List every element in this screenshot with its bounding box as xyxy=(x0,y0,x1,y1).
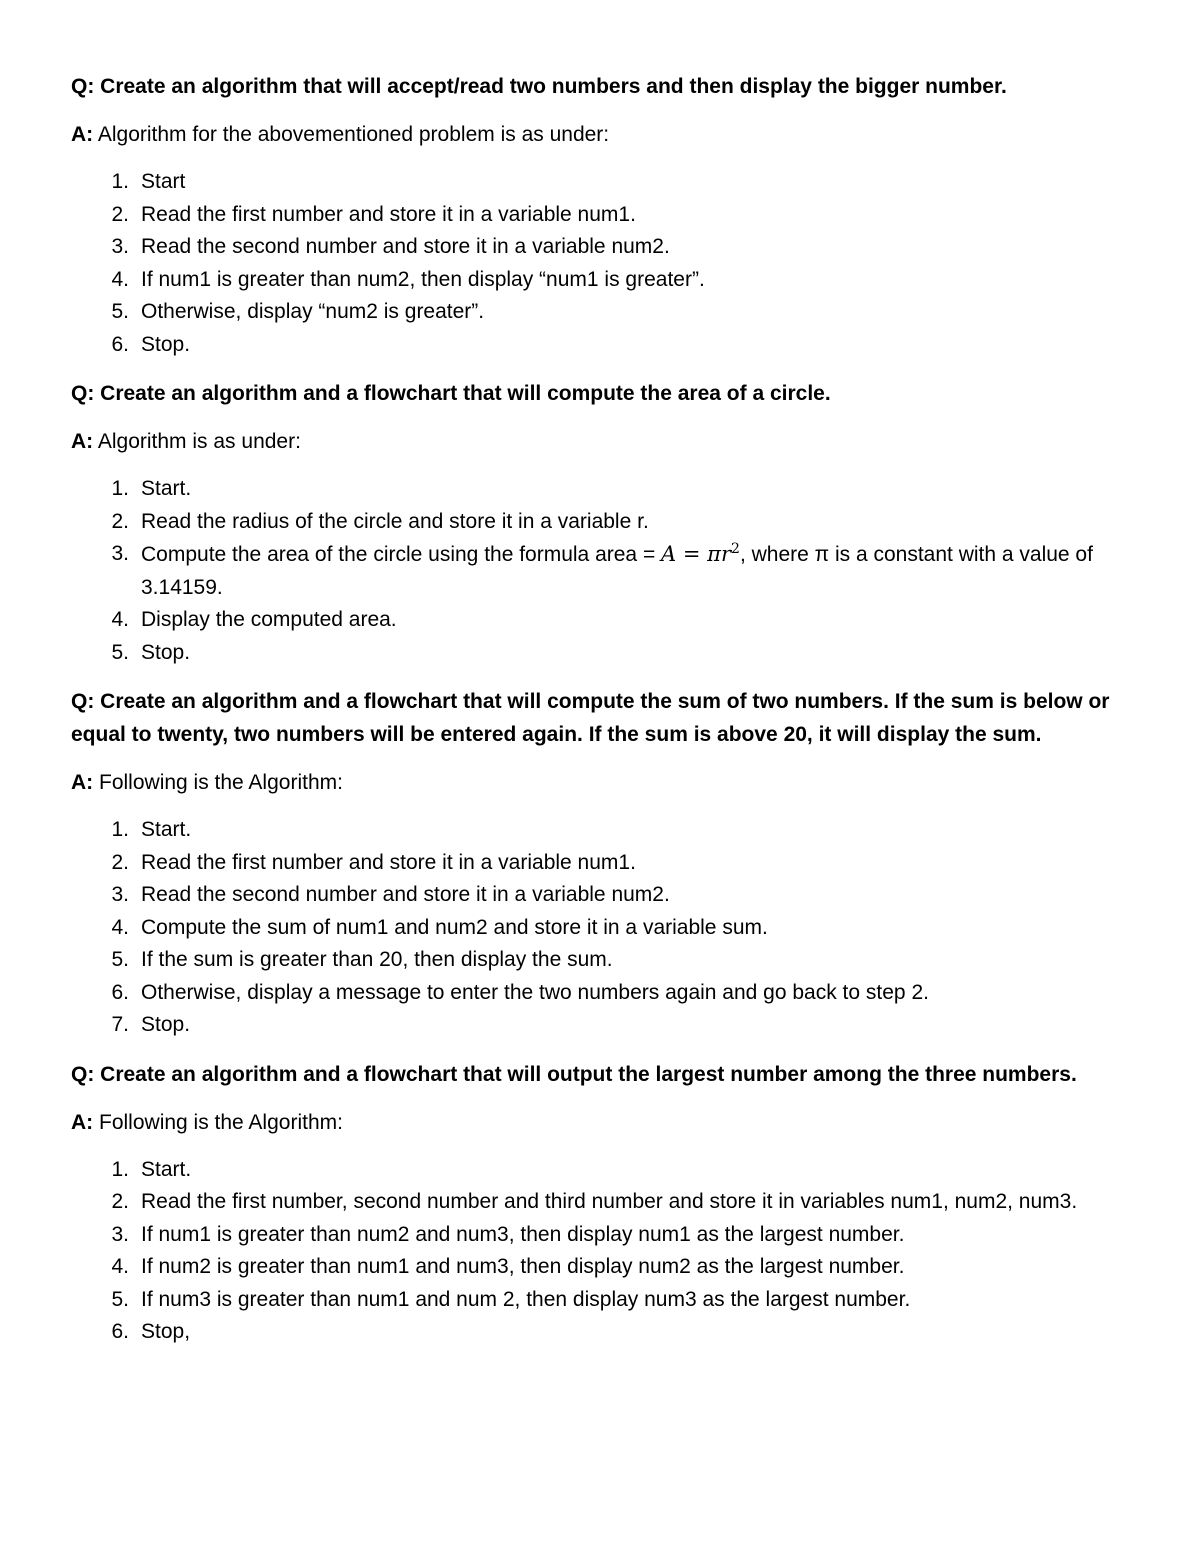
step-number: 5. xyxy=(111,640,129,664)
answer-text: Algorithm is as under: xyxy=(93,430,301,453)
step-number: 2. xyxy=(111,202,129,226)
step-text: Otherwise, display “num2 is greater”. xyxy=(141,300,485,323)
step-text: Read the first number, second number and third number and store it in variables num1, num2, num3. xyxy=(141,1190,1078,1213)
list-item xyxy=(71,944,1121,977)
step-text-before-formula: Compute the area of the circle using the formula area = xyxy=(141,543,662,566)
steps-list-4 xyxy=(71,1154,1121,1349)
step-number: 3. xyxy=(111,883,129,906)
steps-list-2 xyxy=(71,473,1121,669)
step-number: 7. xyxy=(111,1013,129,1036)
qa-block-4 xyxy=(71,1058,1121,1349)
formula-lhs: A xyxy=(661,542,677,566)
step-text: Read the second number and store it in a variable num2. xyxy=(141,235,670,258)
answer-1 xyxy=(71,118,1121,151)
list-item xyxy=(71,1186,1121,1219)
answer-prefix: A: xyxy=(71,123,94,146)
list-item xyxy=(71,264,1121,297)
list-item xyxy=(71,1154,1121,1187)
answer-text: Following is the Algorithm: xyxy=(93,1110,343,1134)
step-text: If num2 is greater than num1 and num3, then display num2 as the largest number. xyxy=(141,1255,905,1278)
step-number: 1. xyxy=(111,477,129,500)
step-text: Stop. xyxy=(141,640,191,664)
formula-exponent: 2 xyxy=(731,541,740,557)
list-item xyxy=(71,329,1121,362)
step-number: 4. xyxy=(111,915,129,939)
step-number: 1. xyxy=(111,818,129,841)
list-item xyxy=(71,637,1121,670)
step-text: If num3 is greater than num1 and num 2, then display num3 as the largest number. xyxy=(141,1287,911,1311)
list-item xyxy=(71,977,1121,1010)
list-item xyxy=(71,1219,1121,1252)
answer-prefix: A: xyxy=(71,771,94,794)
step-text: Stop. xyxy=(141,332,191,356)
step-text: Start. xyxy=(141,1157,192,1181)
list-item xyxy=(71,1284,1121,1317)
step-text-after-formula: , where π is a constant with a value of 3.14159. xyxy=(141,543,1093,599)
step-text: Read the radius of the circle and store it in a variable r. xyxy=(141,509,649,533)
step-text: Read the second number and store it in a variable num2. xyxy=(141,883,670,906)
list-item xyxy=(71,506,1121,539)
answer-3 xyxy=(71,766,1121,799)
question-4 xyxy=(71,1058,1121,1091)
question-text: Create an algorithm and a flowchart that will output the largest number among the three numbers. xyxy=(94,1062,1077,1086)
list-item xyxy=(71,231,1121,264)
step-number: 2. xyxy=(111,1190,129,1213)
step-text: If num1 is greater than num2, then display “num1 is greater”. xyxy=(141,267,705,291)
step-number: 6. xyxy=(111,980,129,1004)
step-text: Read the first number and store it in a variable num1. xyxy=(141,202,636,226)
answer-prefix: A: xyxy=(71,430,94,453)
step-number: 3. xyxy=(111,1222,129,1246)
answer-text: Following is the Algorithm: xyxy=(93,771,343,794)
step-number: 5. xyxy=(111,300,129,323)
question-prefix: Q: xyxy=(71,1062,95,1086)
step-text: Compute the sum of num1 and num2 and store it in a variable sum. xyxy=(141,915,768,939)
step-text: Start. xyxy=(141,818,192,841)
list-item xyxy=(71,473,1121,506)
step-number: 5. xyxy=(111,1287,129,1311)
list-item xyxy=(71,847,1121,880)
question-text: Create an algorithm and a flowchart that will compute the area of a circle. xyxy=(94,382,831,405)
question-prefix: Q: xyxy=(71,382,95,405)
step-number: 4. xyxy=(111,608,129,631)
step-number: 4. xyxy=(111,1255,129,1278)
step-text: If num1 is greater than num2 and num3, then display num1 as the largest number. xyxy=(141,1222,905,1246)
list-item xyxy=(71,879,1121,912)
step-number: 1. xyxy=(111,1157,129,1181)
list-item xyxy=(71,814,1121,847)
step-text: Read the first number and store it in a variable num1. xyxy=(141,850,636,874)
step-text: Stop, xyxy=(141,1320,191,1343)
step-text: Display the computed area. xyxy=(141,608,397,631)
question-text: Create an algorithm and a flowchart that will compute the sum of two numbers. If the sum is below or equal to twenty, two numbers will be entered again. If the sum is above 20, it will display the sum. xyxy=(71,690,1110,746)
list-item xyxy=(71,1316,1121,1349)
list-item xyxy=(71,912,1121,945)
document-page xyxy=(71,70,1121,1365)
answer-text: Algorithm for the abovementioned problem is as under: xyxy=(93,123,610,146)
step-number: 4. xyxy=(111,267,129,291)
list-item xyxy=(71,199,1121,232)
list-item xyxy=(71,1251,1121,1284)
step-number: 6. xyxy=(111,332,129,356)
qa-block-2 xyxy=(71,377,1121,669)
list-item xyxy=(71,166,1121,199)
steps-list-1 xyxy=(71,166,1121,361)
step-number: 1. xyxy=(111,170,129,193)
question-prefix: Q: xyxy=(71,75,95,98)
question-text: Create an algorithm that will accept/read two numbers and then display the bigger number. xyxy=(94,75,1007,98)
list-item xyxy=(71,296,1121,329)
answer-2 xyxy=(71,425,1121,458)
steps-list-3 xyxy=(71,814,1121,1042)
step-text: Start xyxy=(141,170,186,193)
question-prefix: Q: xyxy=(71,690,95,713)
formula-rhs: πr xyxy=(707,542,732,566)
step-number: 3. xyxy=(111,542,129,565)
formula-equals: = xyxy=(676,542,708,566)
list-item xyxy=(71,604,1121,637)
step-number: 5. xyxy=(111,948,129,971)
qa-block-3 xyxy=(71,685,1121,1042)
step-number: 2. xyxy=(111,509,129,533)
list-item xyxy=(71,538,1121,604)
list-item xyxy=(71,1009,1121,1042)
step-number: 6. xyxy=(111,1320,129,1343)
answer-4 xyxy=(71,1106,1121,1139)
step-number: 2. xyxy=(111,850,129,874)
step-text: Stop. xyxy=(141,1013,191,1036)
question-3 xyxy=(71,685,1121,751)
answer-prefix: A: xyxy=(71,1110,94,1134)
step-number: 3. xyxy=(111,235,129,258)
step-text: Otherwise, display a message to enter the two numbers again and go back to step 2. xyxy=(141,980,929,1004)
step-text: Start. xyxy=(141,477,192,500)
qa-block-1 xyxy=(71,70,1121,361)
step-text: If the sum is greater than 20, then display the sum. xyxy=(141,948,613,971)
question-1 xyxy=(71,70,1121,103)
question-2 xyxy=(71,377,1121,410)
